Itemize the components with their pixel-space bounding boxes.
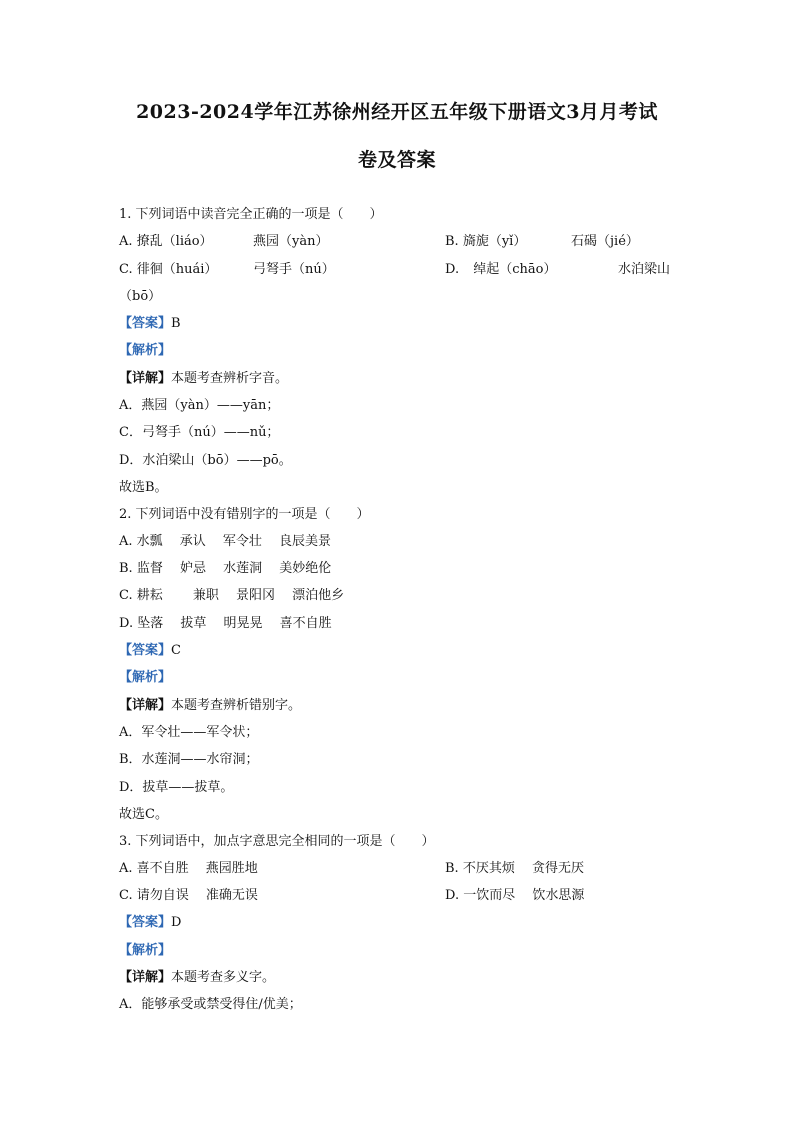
q1-a-word-1: 撩乱（liáo） bbox=[136, 234, 213, 249]
q3-stem: 3. 下列词语中，加点字意思完全相同的一项是（ ） bbox=[119, 834, 435, 849]
q3-option-d bbox=[445, 887, 584, 905]
title-line-1: 2023-2024学年江苏徐州经开区五年级下册语文3月月考试 bbox=[136, 101, 658, 123]
q1-answer bbox=[119, 315, 181, 333]
detail-tag: 【详解】 bbox=[119, 970, 172, 985]
option-label: B. bbox=[445, 234, 463, 249]
q2-option-a bbox=[119, 533, 331, 551]
option-words: 水瓢 承认 军令壮 良辰美景 bbox=[136, 534, 332, 549]
q1-d-word-2-continued: （bō） bbox=[119, 289, 162, 304]
option-words: 喜不自胜 燕园胜地 bbox=[136, 861, 258, 876]
q2-detail bbox=[119, 697, 301, 715]
q2-option-d bbox=[119, 615, 332, 633]
q1-d-word-2: 水泊梁山 bbox=[618, 262, 671, 277]
option-words: 不厌其烦 贪得无厌 bbox=[462, 861, 584, 876]
option-words: 一饮而尽 饮水思源 bbox=[463, 888, 585, 903]
detail-text: 本题考查辨析字音。 bbox=[171, 371, 289, 386]
q3-explain-a: A．能够承受或禁受得住/优美； bbox=[119, 997, 302, 1012]
option-label: C. bbox=[119, 262, 137, 277]
detail-text: 本题考查辨析错别字。 bbox=[171, 698, 302, 713]
q1-b-word-2: 石碣（jié） bbox=[571, 234, 639, 249]
answer-value: D bbox=[171, 915, 182, 930]
option-label: D. bbox=[445, 888, 464, 903]
option-words: 请勿自误 准确无误 bbox=[136, 888, 258, 903]
q1-b-word-1: 旖旎（yǐ） bbox=[462, 234, 527, 249]
answer-tag: 【答案】 bbox=[119, 643, 172, 658]
q3-option-c bbox=[119, 887, 258, 905]
q2-explain-d: D．拔草——拔草。 bbox=[119, 780, 234, 795]
q2-stem: 2. 下列词语中没有错别字的一项是（ ） bbox=[119, 507, 370, 522]
q1-explain-c: C．弓弩手（nú）——nǔ； bbox=[119, 425, 280, 440]
detail-tag: 【详解】 bbox=[119, 698, 172, 713]
option-label: B. bbox=[119, 561, 137, 576]
option-label: D. bbox=[445, 262, 464, 277]
q2-explain-b: B．水莲洞——水帘洞； bbox=[119, 752, 259, 767]
q1-option-a bbox=[119, 233, 213, 251]
option-words: 监督 妒忌 水莲洞 美妙绝伦 bbox=[136, 561, 332, 576]
option-label: B. bbox=[445, 861, 463, 876]
q1-c-word-1: 徘徊（huái） bbox=[136, 262, 218, 277]
q3-detail bbox=[119, 969, 275, 987]
q1-analysis-tag: 【解析】 bbox=[119, 343, 172, 358]
answer-value: C bbox=[171, 643, 181, 658]
q1-c-word-2: 弓弩手（nú） bbox=[253, 262, 335, 277]
answer-value: B bbox=[171, 316, 181, 331]
q3-option-b bbox=[445, 860, 584, 878]
detail-text: 本题考查多义字。 bbox=[171, 970, 276, 985]
q2-conclusion: 故选C。 bbox=[119, 807, 168, 822]
q2-explain-a: A．军令壮——军令状； bbox=[119, 725, 259, 740]
option-label: A. bbox=[119, 861, 137, 876]
q1-option-b bbox=[445, 233, 526, 251]
q2-analysis-tag: 【解析】 bbox=[119, 670, 172, 685]
option-words: 坠落 拔草 明晃晃 喜不自胜 bbox=[137, 616, 332, 631]
option-words: 耕耘 兼职 景阳冈 漂泊他乡 bbox=[136, 588, 345, 603]
q1-conclusion: 故选B。 bbox=[119, 480, 168, 495]
q1-explain-a: A．燕园（yàn）——yān； bbox=[119, 398, 280, 413]
q1-a-word-2: 燕园（yàn） bbox=[253, 234, 329, 249]
option-label: C. bbox=[119, 888, 137, 903]
q1-d-word-1: 绰起（chāo） bbox=[473, 262, 557, 277]
q1-option-c bbox=[119, 261, 217, 279]
option-label: A. bbox=[119, 534, 137, 549]
q1-option-d bbox=[445, 261, 556, 279]
q3-answer bbox=[119, 914, 181, 932]
q2-option-c bbox=[119, 587, 344, 605]
q2-option-b bbox=[119, 560, 331, 578]
q1-stem: 1. 下列词语中读音完全正确的一项是（ ） bbox=[119, 207, 383, 222]
q3-analysis-tag: 【解析】 bbox=[119, 943, 172, 958]
option-label: D. bbox=[119, 616, 138, 631]
answer-tag: 【答案】 bbox=[119, 915, 172, 930]
title-line-2: 卷及答案 bbox=[357, 149, 436, 171]
q1-detail bbox=[119, 370, 288, 388]
option-label: C. bbox=[119, 588, 137, 603]
answer-tag: 【答案】 bbox=[119, 316, 172, 331]
q3-option-a bbox=[119, 860, 258, 878]
detail-tag: 【详解】 bbox=[119, 371, 172, 386]
option-label: A. bbox=[119, 234, 137, 249]
q1-explain-d: D．水泊梁山（bō）——pō。 bbox=[119, 453, 292, 468]
q2-answer bbox=[119, 642, 181, 660]
